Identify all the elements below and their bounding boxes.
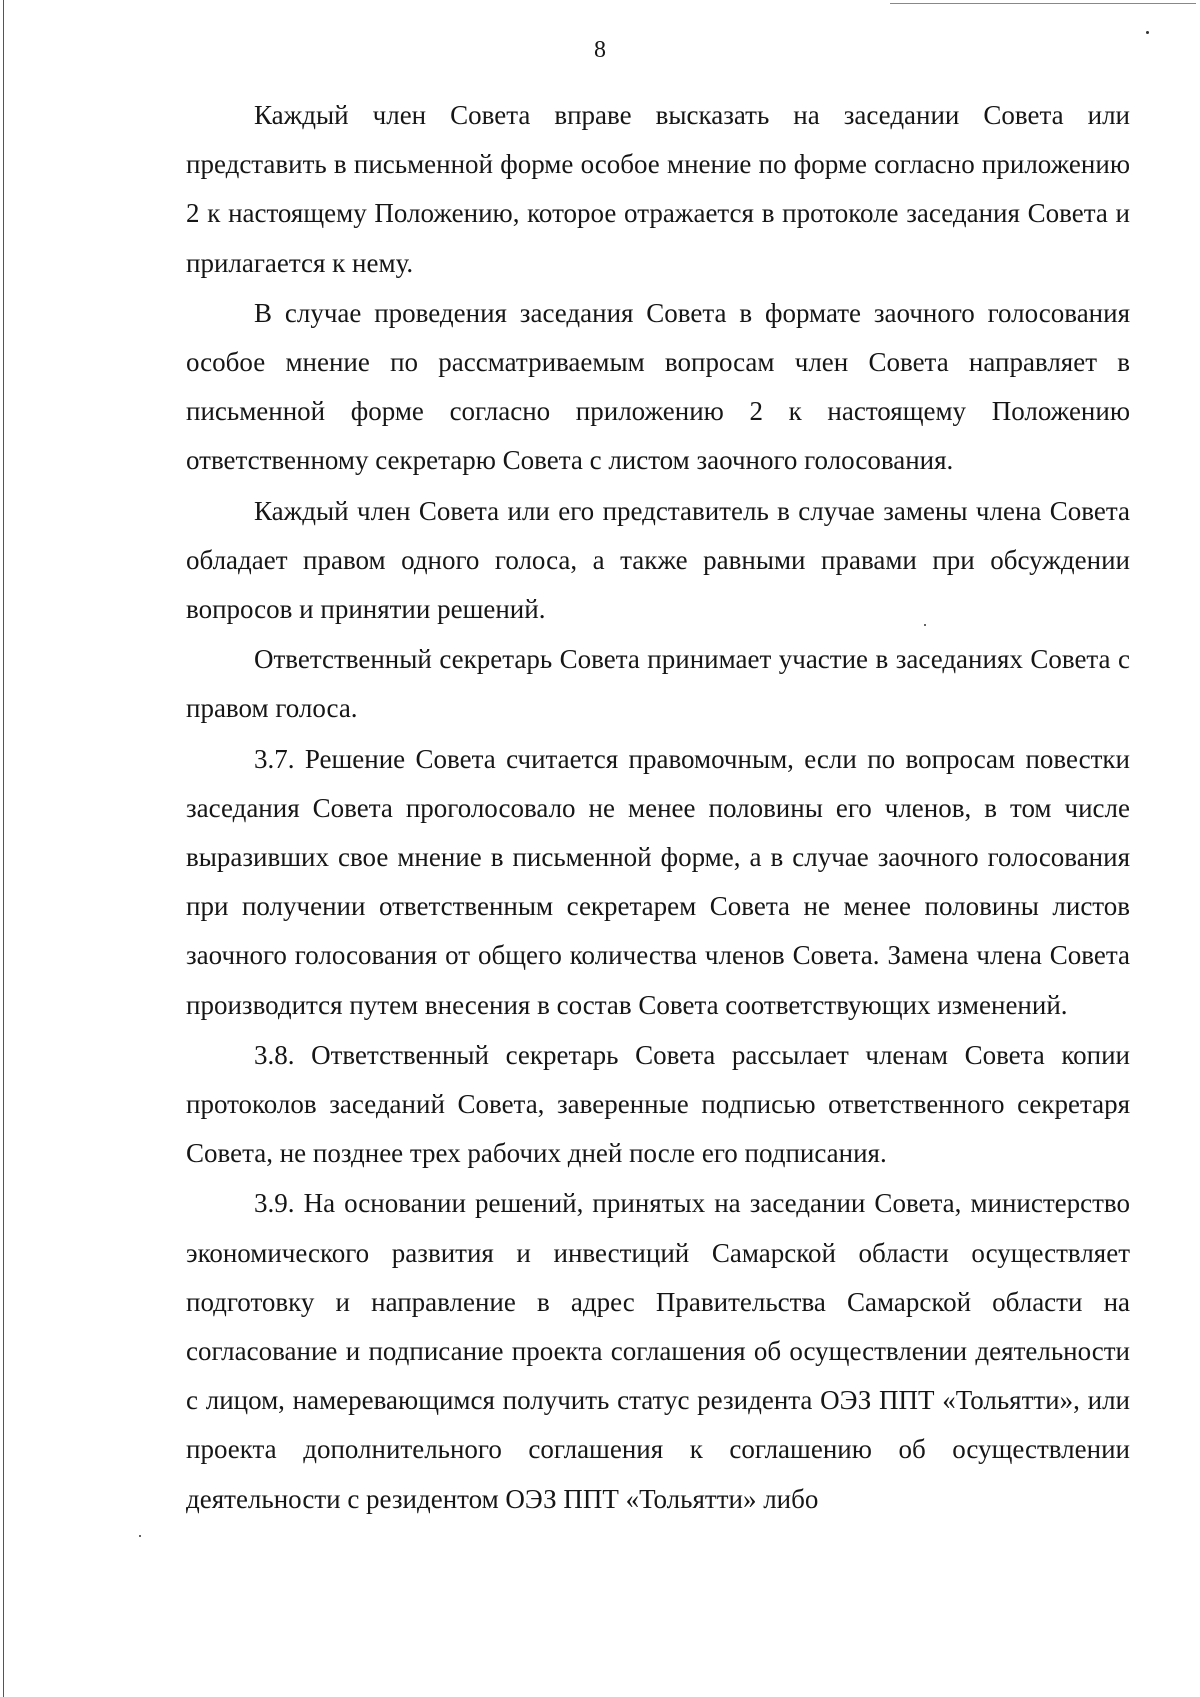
scan-speck: [1146, 31, 1149, 34]
top-rule: [890, 3, 1196, 4]
paragraph-3-8-protocol-copies: 3.8. Ответственный секретарь Совета рассылает членам Совета копии протоколов заседаний Совета, заверенные подписью ответственного секретаря Совета, не позднее трех рабочих дней после его подписания.: [186, 1039, 1130, 1169]
paragraph-voting-rights: Каждый член Совета или его представитель в случае замены члена Совета обладает правом одного голоса, а также равными правами при обсуждении вопросов и принятии решений.: [186, 495, 1130, 625]
page-number: 8: [594, 37, 606, 63]
paragraph-dissenting-opinion: Каждый член Совета вправе высказать на заседании Совета или представить в письменной форме особое мнение по форме согласно приложению 2 к настоящему Положению, которое отражается в протоколе заседания Совета и прилагается к нему.: [186, 100, 1130, 278]
scan-speck: [924, 624, 926, 626]
scan-speck: [139, 1535, 141, 1537]
paragraph-secretary-vote: Ответственный секретарь Совета принимает участие в заседаниях Совета с правом голоса.: [186, 644, 1130, 724]
page-edge: [3, 0, 4, 1697]
paragraph-3-7-quorum: 3.7. Решение Совета считается правомочным, если по вопросам повестки заседания Совета проголосовало не менее половины его членов, в том числе выразивших свое мнение в письменной форме, а в случае заочного голосования при получении ответственным секретарем Совета не менее половины листов заочного голосования от общего количества членов Совета. Замена члена Совета производится путем внесения в состав Совета соответствующих изменений.: [186, 743, 1130, 1020]
document-body: [186, 91, 1130, 1525]
paragraph-absentee-voting-opinion: В случае проведения заседания Совета в формате заочного голосования особое мнение по рассматриваемым вопросам член Совета направляет в письменной форме согласно приложению 2 к настоящему Положению ответственному секретарю Совета с листом заочного голосования.: [186, 297, 1130, 476]
paragraph-3-9-agreement-preparation: 3.9. На основании решений, принятых на заседании Совета, министерство экономического развития и инвестиций Самарской области осуществляет подготовку и направление в адрес Правительства Самарской области на согласование и подписание проекта соглашения об осуществлении деятельности с лицом, намеревающимся получить статус резидента ОЭЗ ППТ «Тольятти», или проекта дополнительного соглашения к соглашению об осуществлении деятельности с резидентом ОЭЗ ППТ «Тольятти» либо: [186, 1188, 1130, 1514]
